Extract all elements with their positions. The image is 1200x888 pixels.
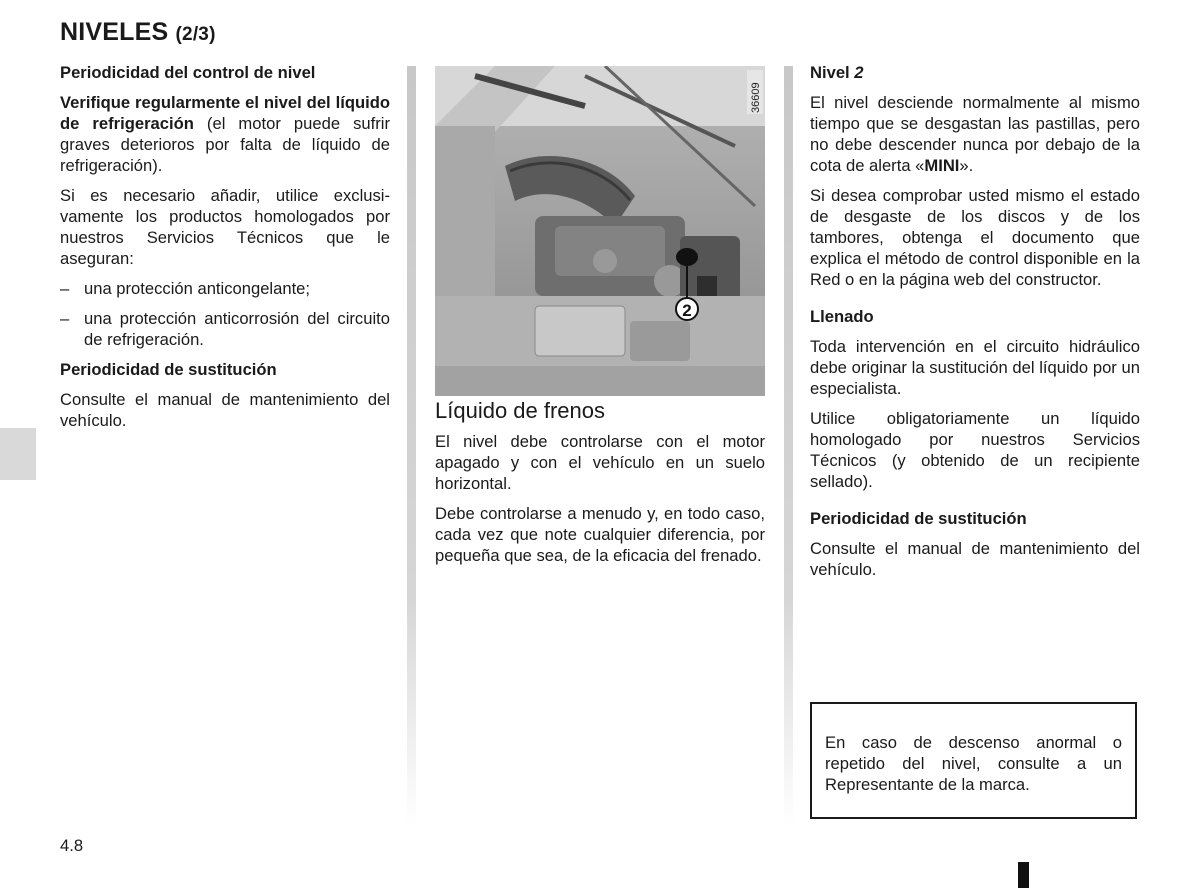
column-brake-fluid	[435, 400, 765, 575]
heading-level-2	[810, 62, 1140, 83]
paragraph-see-maintenance: Consulte el manual de mantenimiento del vehículo.	[810, 539, 1140, 579]
heading-level-number: 2	[854, 63, 864, 82]
list-item-text: una protección anticongelante;	[84, 279, 311, 298]
paragraph-fill-approved: Utilice obligatoriamente un líquido homologado por nuestros Servicios Técnicos (y obtenido de un recipiente sellado).	[810, 409, 1140, 491]
section-tab-marker	[0, 428, 36, 480]
page-number: 4.8	[60, 836, 84, 855]
heading-replacement-periodicity: Periodicidad de sustitución	[60, 360, 277, 379]
page-title-text: NIVELES	[60, 18, 169, 46]
list-dash: –	[60, 279, 70, 298]
text-level-b: ».	[959, 156, 974, 175]
figure-ref-code: 36609	[750, 82, 762, 113]
paragraph-check-frequency: Debe controlarse a menudo y, en todo caso, cada vez que note cualquier diferencia, por pequeña que sea, de la eficacia del frenado.	[435, 504, 765, 565]
engine-bay-illustration	[435, 66, 765, 396]
paragraph-check-conditions: El nivel debe controlarse con el motor apagado y con el vehículo en un suelo horizontal.	[435, 432, 765, 493]
paragraph-add-products: Si es necesario añadir, utilice exclusivamente los productos homologados por nuestros Servicios Técnicos que le aseguran:	[60, 186, 390, 268]
heading-control-periodicity: Periodicidad del control de nivel	[60, 63, 316, 82]
list-item	[60, 278, 390, 299]
corner-marker	[1018, 862, 1029, 888]
list-item-text: una protección anticorrosión del circuito de refrigeración.	[84, 309, 390, 349]
heading-level-prefix: Nivel	[810, 63, 855, 82]
engine-bay-photo	[435, 66, 765, 396]
text-check-coolant-rest: (el motor puede sufrir graves deterioros por falta de líquido de refrigeración).	[60, 114, 390, 175]
text-mini: MINI	[924, 156, 960, 175]
paragraph-check-coolant	[60, 92, 390, 176]
bold-check-coolant: Verifique regularmente el nivel del líquido de refrigeración	[60, 93, 390, 133]
heading-replacement-periodicity: Periodicidad de sustitución	[810, 509, 1027, 528]
notice-box: En caso de descenso anormal o repetido del nivel, consulte a un Representante de la marca.	[810, 702, 1137, 819]
page-title	[60, 18, 216, 47]
column-separator	[407, 66, 416, 826]
page-title-suffix: (2/3)	[175, 24, 216, 45]
paragraph-see-maintenance: Consulte el manual de mantenimiento del vehículo.	[60, 390, 390, 430]
heading-brake-fluid: Líquido de frenos	[435, 398, 606, 423]
column-brake-level	[810, 62, 1140, 589]
list-dash: –	[60, 309, 70, 328]
callout-2: 2	[682, 301, 692, 320]
paragraph-check-wear: Si desea comprobar usted mismo el estado de desgaste de los discos y de los tambores, obtenga el documento que explica el método de control disponible en la Red o en la página web del constructor.	[810, 186, 1140, 289]
paragraph-level-descends	[810, 92, 1140, 176]
list-item	[60, 308, 390, 350]
text-level-a: El nivel desciende normalmente al mismo tiempo que se desgastan las pastillas, pero no debe descender nunca por debajo de la cota de alerta «	[810, 93, 1140, 175]
heading-filling: Llenado	[810, 307, 874, 326]
column-separator	[784, 66, 793, 826]
paragraph-fill-intervention: Toda intervención en el circuito hidráulico debe originar la sustitución del líquido por un especialista.	[810, 337, 1140, 398]
column-coolant	[60, 62, 390, 440]
